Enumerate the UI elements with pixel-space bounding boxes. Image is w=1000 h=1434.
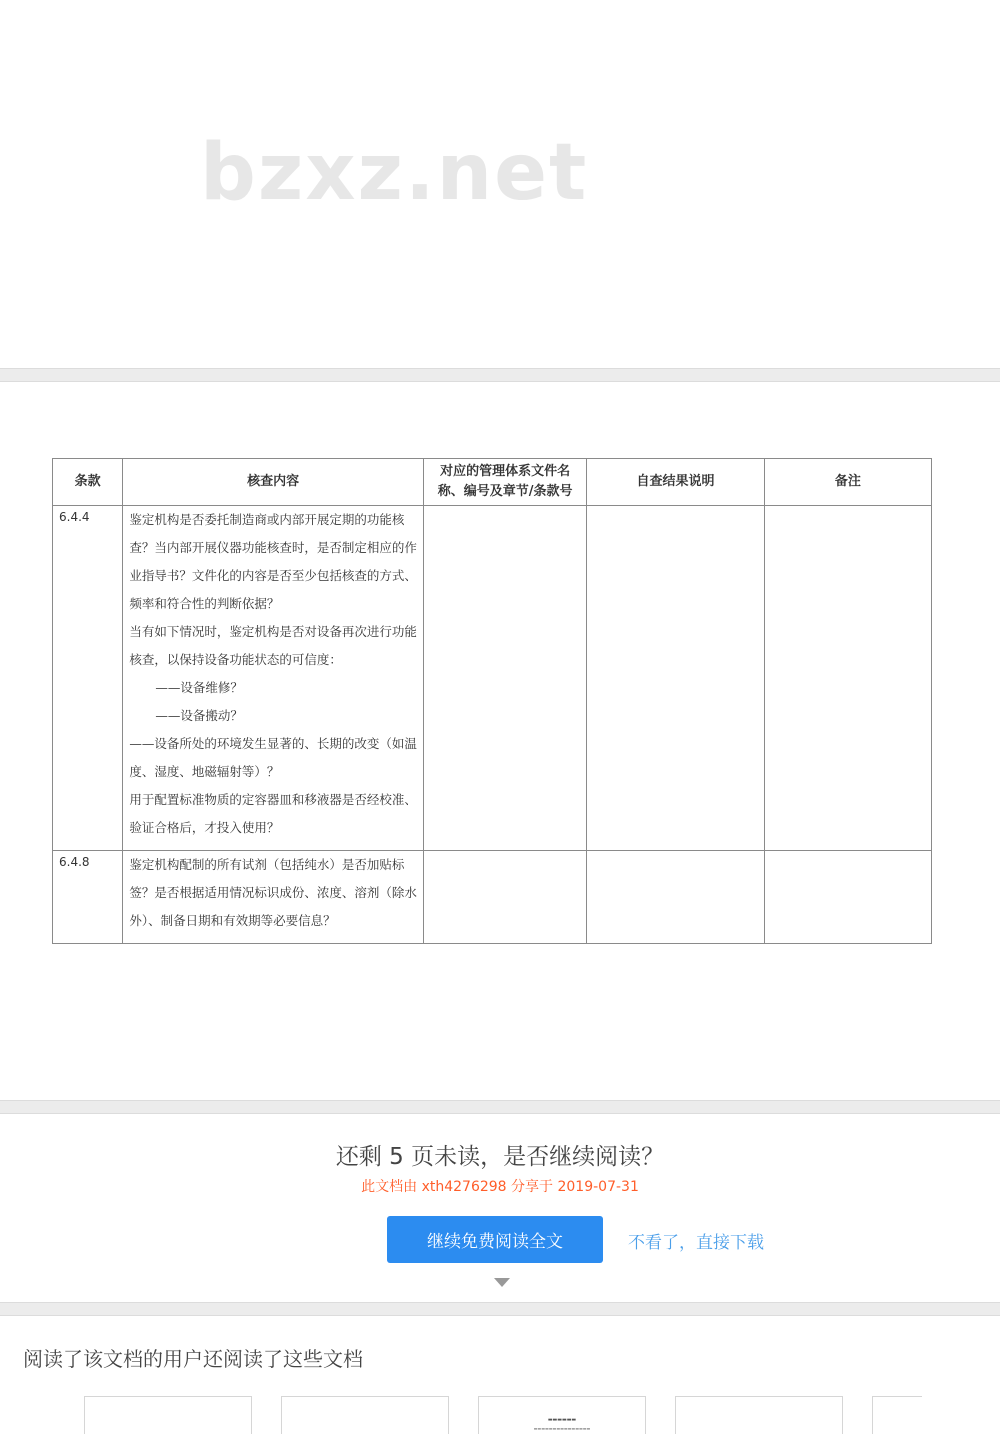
related-title: 阅读了该文档的用户还阅读了这些文档 (23, 1347, 363, 1371)
checklist-table (52, 458, 932, 944)
table-header-row (53, 459, 932, 506)
header-note: 备注 (764, 459, 931, 506)
related-thumbnail[interactable] (872, 1396, 922, 1434)
header-content: 核查内容 (123, 459, 424, 506)
row-clause: 6.4.8 (53, 851, 123, 944)
row-note-cell (764, 851, 931, 944)
content-paragraph: 鉴定机构是否委托制造商或内部开展定期的功能核查？当内部开展仪器功能核查时，是否制定相应的作业指导书？文件化的内容是否至少包括核查的方式、频率和符合性的判断依据？ (129, 512, 417, 611)
direct-download-link[interactable]: 不看了，直接下载 (628, 1233, 764, 1253)
row-document-cell (424, 506, 587, 851)
row-result-cell (587, 851, 765, 944)
page-separator (0, 368, 1000, 382)
continue-reading-panel (0, 1114, 1000, 1302)
related-thumbnail[interactable] (281, 1396, 449, 1434)
content-paragraph: ——设备搬动？ (155, 708, 243, 723)
related-thumbnail[interactable] (478, 1396, 646, 1434)
expand-arrow-icon[interactable] (494, 1278, 510, 1287)
row-content (123, 851, 424, 944)
related-documents (0, 1316, 1000, 1434)
remaining-pages-title: 还剩 5 页未读，是否继续阅读？ (335, 1144, 665, 1170)
thumbnail-title-line: ▬▬▬▬▬▬ (547, 1417, 577, 1423)
row-document-cell (424, 851, 587, 944)
watermark: bzxz.net (200, 128, 589, 218)
header-clause: 条款 (53, 459, 123, 506)
related-thumbnail[interactable] (675, 1396, 843, 1434)
document-page-top (0, 0, 1000, 368)
row-note-cell (764, 506, 931, 851)
content-paragraph: 用于配置标准物质的定容器皿和移液器是否经校准、验证合格后，才投入使用？ (129, 792, 417, 835)
related-thumbnail[interactable] (84, 1396, 252, 1434)
content-paragraph: ——设备维修？ (155, 680, 243, 695)
table-row (53, 506, 932, 851)
page-separator (0, 1100, 1000, 1114)
continue-reading-button[interactable]: 继续免费阅读全文 (387, 1216, 603, 1263)
row-clause: 6.4.4 (53, 506, 123, 851)
document-page (0, 382, 1000, 1100)
share-info: 此文档由 xth4276298 分享于 2019-07-31 (361, 1179, 639, 1195)
header-result: 自查结果说明 (587, 459, 765, 506)
content-paragraph: ——设备所处的环境发生显著的、长期的改变（如温度、湿度、地磁辐射等）？ (129, 736, 417, 779)
page-separator (0, 1302, 1000, 1316)
table-row (53, 851, 932, 944)
row-result-cell (587, 506, 765, 851)
thumbnail-text-line: ▬▬▬▬▬▬▬▬▬▬▬▬▬▬▬ (533, 1426, 591, 1431)
row-content (123, 506, 424, 851)
content-paragraph: 鉴定机构配制的所有试剂（包括纯水）是否加贴标签？是否根据适用情况标识成份、浓度、溶剂（除水外）、制备日期和有效期等必要信息？ (129, 857, 417, 928)
header-document: 对应的管理体系文件名称、编号及章节/条款号 (424, 459, 587, 506)
content-paragraph: 当有如下情况时，鉴定机构是否对设备再次进行功能核查，以保持设备功能状态的可信度： (129, 624, 417, 667)
